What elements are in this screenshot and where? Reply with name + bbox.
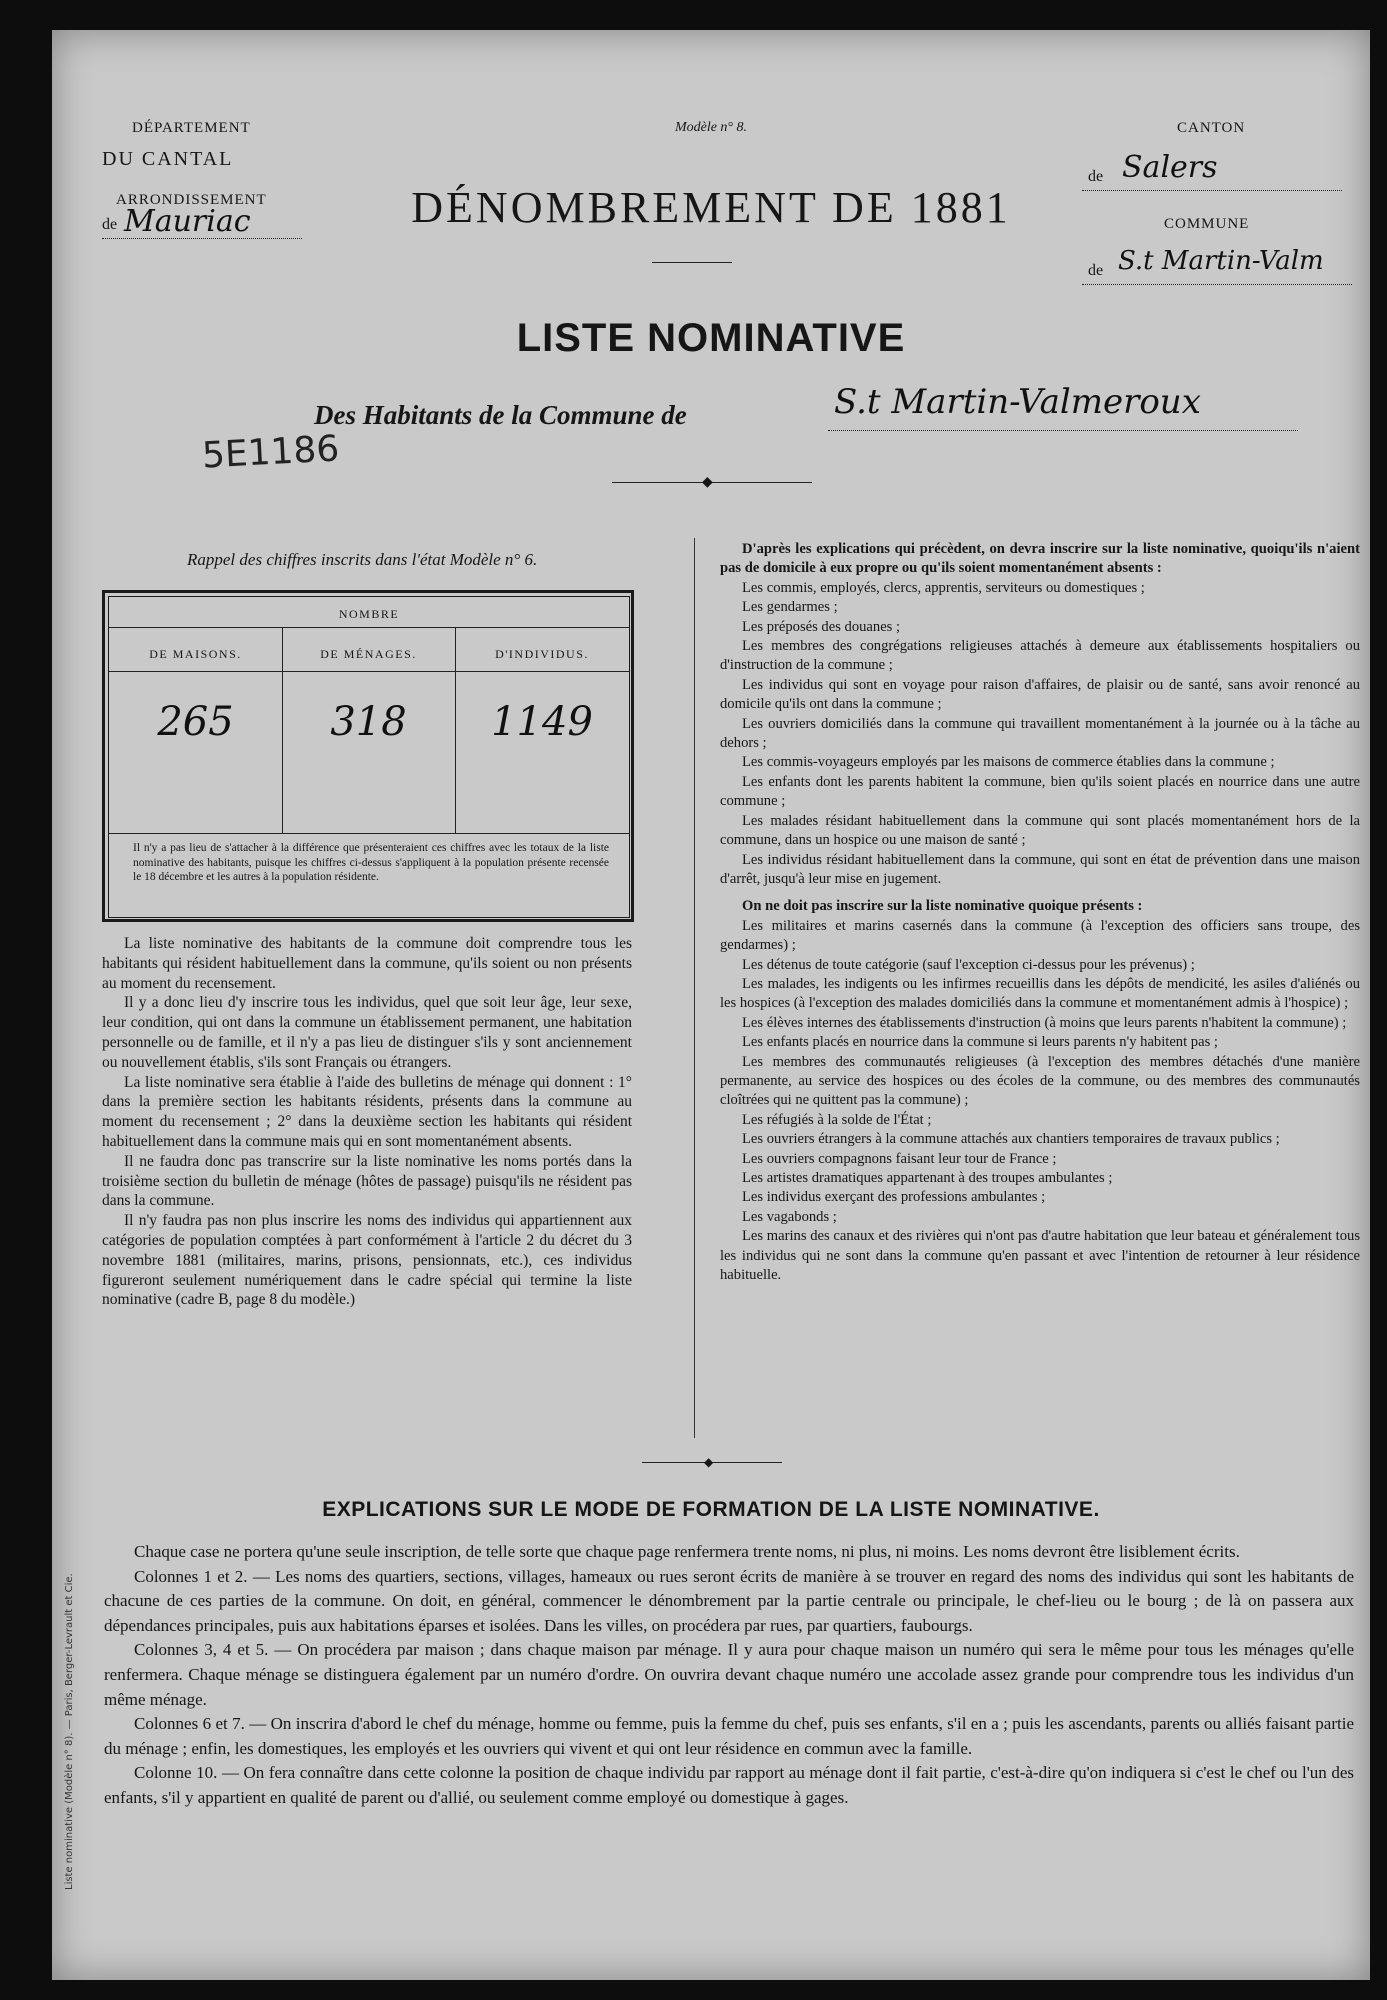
exclude-item: Les artistes dramatiques appartenant à des troupes ambulantes ; bbox=[742, 1170, 1113, 1186]
explications-text bbox=[104, 1540, 1354, 1811]
exclude-item: Les détenus de toute catégorie (sauf l'exception ci-dessus pour les prévenus) ; bbox=[742, 956, 1195, 973]
nombre-box bbox=[102, 590, 634, 922]
modele-number: Modèle n° 8. bbox=[674, 120, 748, 135]
include-item: Les commis, employés, clercs, apprentis, serviteurs ou domestiques ; bbox=[742, 579, 1145, 596]
ornament: ◆ bbox=[702, 475, 713, 490]
printer-imprint: Liste nominative (Modèle n° 8). — Paris, Berger-Levrault et Cie. bbox=[64, 1573, 75, 1890]
subtitle-commune-handwritten: S.t Martin-Valmeroux bbox=[834, 382, 1201, 422]
canton-label: CANTON bbox=[1177, 120, 1246, 136]
nombre-header: NOMBRE bbox=[338, 607, 400, 621]
col-maisons-header: DE MAISONS. bbox=[149, 647, 242, 661]
exclude-item: Les ouvriers étrangers à la commune attachés aux chantiers temporaires de travaux publics ; bbox=[742, 1131, 1280, 1148]
include-item: Les individus qui sont en voyage pour raison d'affaires, de plaisir ou de santé, sans avoir renoncé au domicile qu'ils ont dans la commune ; bbox=[720, 676, 1360, 713]
include-item: Les enfants dont les parents habitent la commune, bien qu'ils soient placés en nourrice dans une autre commune ; bbox=[720, 773, 1360, 810]
commune-label: COMMUNE bbox=[1164, 216, 1250, 232]
left-paragraph: Il ne faudra donc pas transcrire sur la liste nominative les noms portés dans la troisième section du bulletin de ménage (hôtes de passage) puisqu'ils ne résident pas dans la commune. bbox=[102, 1152, 632, 1210]
explications-heading: EXPLICATIONS SUR LE MODE DE FORMATION DE LA LISTE NOMINATIVE. bbox=[322, 1498, 1100, 1521]
value-menages: 318 bbox=[330, 699, 407, 745]
exclude-item: Les ouvriers compagnons faisant leur tour de France ; bbox=[742, 1150, 1057, 1167]
exclude-item: Les élèves internes des établissements d'instruction (à moins que leurs parents n'habitent la commune) ; bbox=[742, 1014, 1347, 1031]
explication-paragraph: Colonne 10. — On fera connaître dans cette colonne la position de chaque individu par rapport au ménage dont il fait partie, c'est-à-dire qu'on indiquera si c'est le chef ou l'un des enfants, s'il y appartient en qualité de parent ou d'allié, ou seulement comme employé ou domestique à gages. bbox=[104, 1763, 1354, 1807]
subtitle-printed: Des Habitants de la Commune de bbox=[314, 400, 687, 430]
include-item: Les gendarmes ; bbox=[742, 599, 838, 616]
value-maisons: 265 bbox=[157, 699, 234, 745]
exclude-item: Les militaires et marins casernés dans la commune (à l'exception des officiers sans troupe, des gendarmes) ; bbox=[720, 917, 1360, 954]
explication-paragraph: Colonnes 1 et 2. — Les noms des quartiers, sections, villages, hameaux ou rues seront écrits de manière à se trouver en regard des noms des individus qui sont les habitants de chacune de ces parties de la commune. On doit, en général, commencer le dénombrement par la partie centrale ou principale, le chef-lieu ou le bourg ; de là on passera aux dépendances principales, puis aux habitations éparses et isolées. Dans les villes, on procédera par rues, par quartiers, faubourgs. bbox=[104, 1566, 1354, 1635]
include-intro: D'après les explications qui précèdent, on devra inscrire sur la liste nominative, quoiqu'ils n'aient pas de domicile à eux propre ou qu'ils soient momentanément absents : bbox=[720, 541, 1360, 577]
explication-paragraph: Chaque case ne portera qu'une seule inscription, de telle sorte que chaque page renfermera trente noms, ni plus, ni moins. Les noms devront être lisiblement écrits. bbox=[134, 1542, 1240, 1561]
include-item: Les membres des congrégations religieuses attachés à demeure aux établissements hospitaliers ou d'instruction de la commune ; bbox=[720, 638, 1360, 674]
left-paragraph: Il n'y faudra pas non plus inscrire les noms des individus qui appartiennent aux catégories de population comptées à part conformément à l'article 2 du décret du 3 novembre 1881 (militaires, marins, prisons, pensionnats, etc.), ces individus figureront seulement numériquement dans le cadre spécial qui termine la liste nominative (cadre B, page 8 du modèle.) bbox=[102, 1212, 632, 1309]
exclude-item: Les individus exerçant des professions ambulantes ; bbox=[742, 1189, 1046, 1206]
include-item: Les ouvriers domiciliés dans la commune qui travaillent momentanément à la journée ou à la tâche au dehors ; bbox=[720, 715, 1360, 752]
include-item: Les préposés des douanes ; bbox=[742, 618, 901, 635]
column-divider bbox=[694, 538, 695, 1438]
arrondissement-handwritten: Mauriac bbox=[124, 204, 251, 239]
exclude-item: Les enfants placés en nourrice dans la commune si leurs parents n'y habitent pas ; bbox=[742, 1034, 1218, 1051]
arrondissement-label: ARRONDISSEMENT bbox=[116, 192, 267, 208]
exclude-item: Les membres des communautés religieuses (à l'exception des membres détachés d'une manière permanente, au service des hospices ou des écoles de la commune, ou des membres des communautés cloîtrées qui ne quittent pas la commune) ; bbox=[720, 1053, 1360, 1109]
arrondissement-prefix: de bbox=[102, 216, 118, 233]
canton-prefix: de bbox=[1088, 168, 1104, 185]
explication-paragraph: Colonnes 3, 4 et 5. — On procédera par maison ; dans chaque maison par ménage. Il y aura pour chaque maison un numéro qui sera le même pour tous les ménages qu'elle renfermera. Chaque ménage se distinguera également par un numéro d'ordre. On ouvrira devant chaque numéro une accolade assez grande pour comprendre tous les individus d'un même ménage. bbox=[104, 1640, 1354, 1709]
include-item: Les commis-voyageurs employés par les maisons de commerce établies dans la commune ; bbox=[742, 754, 1275, 771]
include-item: Les individus résidant habituellement dans la commune, qui sont en état de prévention dans une maison d'arrêt, jusqu'à leur mise en jugement. bbox=[720, 851, 1360, 887]
left-column-text bbox=[102, 934, 632, 1310]
archive-stamp: 5E1186 bbox=[201, 428, 341, 477]
nombre-note: Il n'y a pas lieu de s'attacher à la différence que présenteraient ces chiffres avec les totaux de la liste nominative des habitants, puisque les chiffres ci-dessus s'appliquent à la population présente recensée le 18 décembre et les autres à la population résidente. bbox=[133, 842, 609, 883]
explication-paragraph: Colonnes 6 et 7. — On inscrira d'abord le chef du ménage, homme ou femme, puis la femme du chef, puis ses enfants, s'il en a ; puis les ascendants, parents ou alliés faisant partie du ménage ; enfin, les domestiques, les employés et les ouvriers qui vivent et qui ont leur résidence en commun avec la famille. bbox=[104, 1714, 1354, 1758]
census-title: DÉNOMBREMENT DE 1881 bbox=[411, 183, 1011, 232]
value-individus: 1149 bbox=[491, 699, 593, 745]
exclude-heading: On ne doit pas inscrire sur la liste nominative quoique présents : bbox=[742, 898, 1143, 915]
departement-name: DU CANTAL bbox=[102, 148, 234, 170]
exclude-item: Les malades, les indigents ou les infirmes recueillis dans les dépôts de mendicité, les asiles d'aliénés ou les hospices (à l'exception des malades domiciliés dans la commune et momentanément admis à l'hospice) ; bbox=[720, 975, 1360, 1012]
commune-prefix: de bbox=[1088, 262, 1104, 279]
col-individus-header: D'INDIVIDUS. bbox=[495, 647, 589, 661]
left-paragraph: La liste nominative sera établie à l'aide des bulletins de ménage qui donnent : 1° dans la première section les habitants résidents, présents dans la commune au moment du recensement ; 2° dans la deuxième section les habitants qui résident habituellement dans la commune mais qui en sont momentanément absents. bbox=[102, 1073, 632, 1150]
include-item: Les malades résidant habituellement dans la commune qui sont placés momentanément hors de la commune, dans un hospice ou une maison de santé ; bbox=[720, 812, 1360, 849]
right-column-text bbox=[720, 540, 1360, 1285]
departement-label: DÉPARTEMENT bbox=[132, 120, 251, 136]
census-form-page bbox=[52, 30, 1370, 1980]
rappel-text: Rappel des chiffres inscrits dans l'état Modèle n° 6. bbox=[187, 550, 538, 569]
left-paragraph: Il y a donc lieu d'y inscrire tous les individus, quel que soit leur âge, leur sexe, leur condition, qui ont dans la commune un établissement permanent, une habitation personnelle ou de famille, et il n'y a pas lieu de distinguer s'ils y sont anciennement ou nouvellement établis, s'ils sont Français ou étrangers. bbox=[102, 994, 632, 1071]
canton-handwritten: Salers bbox=[1122, 150, 1218, 185]
exclude-item: Les marins des canaux et des rivières qui n'ont pas d'autre habitation que leur bateau et généralement tous les individus qui ne sont dans la commune qu'en passant et avec l'intention de retourner à leur résidence habituelle. bbox=[720, 1228, 1360, 1284]
exclude-item: Les réfugiés à la solde de l'État ; bbox=[742, 1111, 932, 1128]
exclude-item: Les vagabonds ; bbox=[742, 1208, 837, 1225]
col-menages-header: DE MÉNAGES. bbox=[320, 647, 417, 661]
liste-nominative-title: LISTE NOMINATIVE bbox=[516, 316, 906, 360]
ornament-small: ◆ bbox=[704, 1455, 714, 1469]
left-paragraph: La liste nominative des habitants de la commune doit comprendre tous les habitants qui résident habituellement dans la commune, qu'ils soient ou non présents au moment du recensement. bbox=[102, 935, 632, 992]
commune-handwritten: S.t Martin-Valm bbox=[1118, 246, 1324, 276]
